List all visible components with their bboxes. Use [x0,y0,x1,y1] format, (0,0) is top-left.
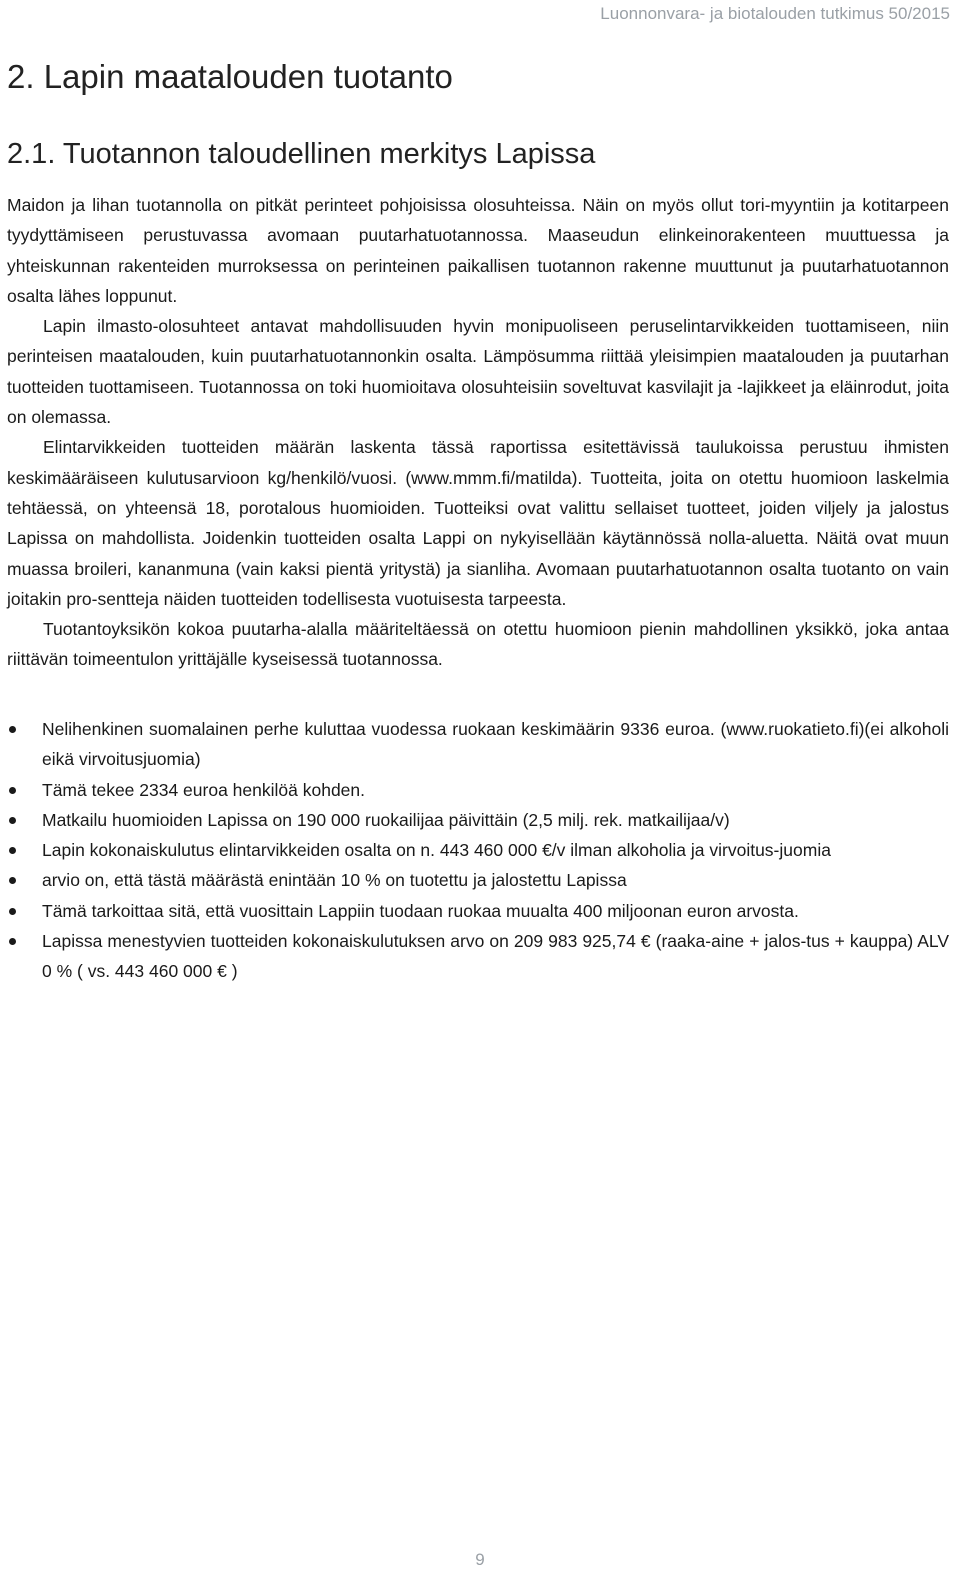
list-item [7,865,949,895]
paragraph-1 [7,190,949,311]
bullet-dot-icon [9,726,16,733]
chapter-heading: 2. Lapin maatalouden tuotanto [7,58,453,95]
list-item-text: Lapissa menestyvien tuotteiden kokonaiskulutuksen arvo on 209 983 925,74 € (raaka-aine + jalos-tus + kauppa) ALV 0 % ( vs. 443 460 000 € ) [42,931,949,982]
running-header: Luonnonvara- ja biotalouden tutkimus 50/2015 [600,4,950,23]
list-item-text: Tämä tarkoittaa sitä, että vuosittain Lappiin tuodaan ruokaa muualta 400 miljoonan euron arvosta. [42,900,799,921]
list-item-text: Tämä tekee 2334 euroa henkilöä kohden. [42,779,366,800]
list-item [7,714,949,775]
bullet-dot-icon [9,908,16,915]
bullet-dot-icon [9,847,16,854]
list-item-text: Matkailu huomioiden Lapissa on 190 000 ruokailijaa päivittäin (2,5 milj. rek. matkailijaa/v) [42,809,730,830]
paragraph-2: Lapin ilmasto-olosuhteet antavat mahdollisuuden hyvin monipuoliseen peruselintarvikkeiden tuottamiseen, niin perinteisen maatalouden, kuin puutarhatuotannonkin osalta. Lämpösumma riittää yleisimpien maatalouden ja puutarhan tuotteiden tuottamiseen. Tuotannossa on toki huomioitava olosuhteisiin soveltuvat kasvilajit ja -lajikkeet ja eläinrodut, joita on olemassa. [7,316,949,428]
list-item [7,896,949,926]
bullet-dot-icon [9,938,16,945]
bullet-dot-icon [9,877,16,884]
list-item-text: Nelihenkinen suomalainen perhe kuluttaa vuodessa ruokaan keskimäärin 9336 euroa. (www.ruokatieto.fi)(ei alkoholi eikä virvoitusjuomia) [42,719,949,770]
list-item [7,805,949,835]
paragraph-4: Tuotantoyksikön kokoa puutarha-alalla määriteltäessä on otettu huomioon pienin mahdollinen yksikkö, joka antaa riittävän toimeentulon yrittäjälle kyseisessä tuotannossa. [7,619,949,670]
bullet-dot-icon [9,787,16,794]
list-item [7,926,949,987]
section-heading: 2.1. Tuotannon taloudellinen merkitys Lapissa [7,138,596,170]
page-number: 9 [475,1550,485,1569]
paragraph-1-part-b: Maaseudun elinkeinorakenteen muuttuessa ja yhteiskunnan rakenteiden murroksessa on perinteinen paikallisen tuotannon rakenne muuttunut ja puutarhatuotannon osalta lähes loppunut. [7,225,949,306]
list-item [7,835,949,865]
list-item [7,775,949,805]
paragraph-1-part-a: Maidon ja lihan tuotannolla on pitkät perinteet pohjoisissa olosuhteissa. Näin on myös ollut tori-myyntiin ja kotitarpeen tyydyttämiseen perustuvassa avomaan puutarhatuotannossa. [7,195,949,246]
list-item-text: Lapin kokonaiskulutus elintarvikkeiden osalta on n. 443 460 000 €/v ilman alkoholia ja virvoitus-juomia [42,840,831,861]
list-item-text: arvio on, että tästä määrästä enintään 10 % on tuotettu ja jalostettu Lapissa [42,870,627,891]
paragraph-3: Elintarvikkeiden tuotteiden määrän laskenta tässä raportissa esitettävissä taulukoissa perustuu ihmisten keskimääräiseen kulutusarvioon kg/henkilö/vuosi. (www.mmm.fi/matilda). Tuotteita, joita on otettu huomioon laskelmia tehtäessä, on yhteensä 18, porotalous huomioiden. Tuotteiksi ovat valittu sellaiset tuotteet, joiden viljely ja jalostus Lapissa on mahdollista. Joidenkin tuotteiden osalta Lappi on nykyisellään käytännössä nolla-aluetta. Näitä ovat muun muassa broileri, kananmuna (vain kaksi pientä yritystä) ja sianliha. Avomaan puutarhatuotannon osalta tuotanto on vain joitakin pro-sentteja näiden tuotteiden todellisesta vuotuisesta tarpeesta. [7,437,949,609]
body-text [7,190,949,675]
bullet-list [7,714,949,987]
bullet-dot-icon [9,817,16,824]
